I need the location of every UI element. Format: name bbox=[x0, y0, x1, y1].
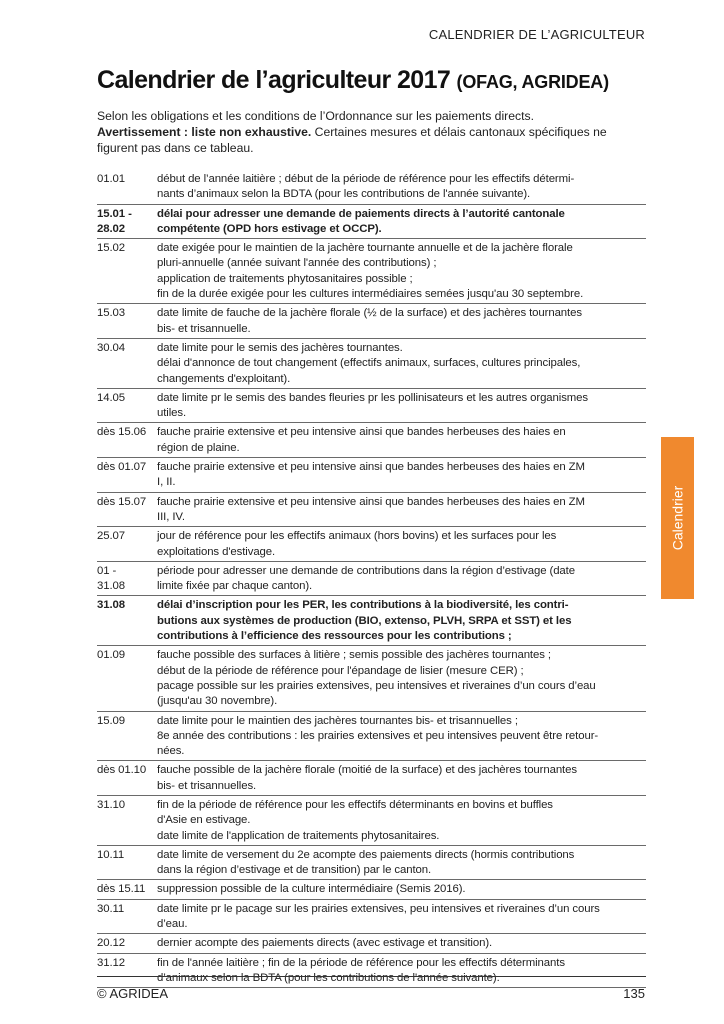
calendar-row bbox=[97, 899, 646, 934]
calendar-date: 20.12 bbox=[97, 934, 157, 953]
calendar-description: jour de référence pour les effectifs animaux (hors bovins) et les surfaces pour les exploitations d'estivage. bbox=[157, 527, 646, 562]
calendar-row bbox=[97, 458, 646, 493]
warning-text: Certaines mesures et délais cantonaux spécifiques ne figurent pas dans ce tableau. bbox=[97, 125, 607, 155]
page-title-main: Calendrier de l’agriculteur 2017 bbox=[97, 66, 451, 94]
calendar-date: dès 15.11 bbox=[97, 880, 157, 899]
calendar-date: 25.07 bbox=[97, 527, 157, 562]
calendar-date: 15.02 bbox=[97, 239, 157, 304]
calendar-description: fauche possible des surfaces à litière ; semis possible des jachères tournantes ; début de la période de référence pour l'épandage de lisier (mesure CER) ; pacage possible sur les prairies extensives, peu intensives et riveraines d’un cours d’eau (jusqu'au 30 novembre). bbox=[157, 646, 646, 711]
calendar-row bbox=[97, 845, 646, 880]
calendar-row bbox=[97, 239, 646, 304]
calendar-date: 14.05 bbox=[97, 388, 157, 423]
page-title bbox=[97, 66, 609, 95]
calendar-date: 15.03 bbox=[97, 304, 157, 339]
calendar-date: 30.11 bbox=[97, 899, 157, 934]
calendar-row bbox=[97, 953, 646, 988]
calendar-description: date exigée pour le maintien de la jachère tournante annuelle et de la jachère florale pluri-annuelle (année suivant l'année des contributions) ; application de traitements phytosanitaires possible ; fin de la durée exigée pour les cultures intermédiaires semées jusqu'au 30 septembre. bbox=[157, 239, 646, 304]
page-number: 135 bbox=[623, 986, 645, 1001]
calendar-row bbox=[97, 711, 646, 761]
calendar-description: date limite pour le maintien des jachères tournantes bis- et trisannuelles ; 8e année des contributions : les prairies extensives et peu intensives peuvent être retour- nées. bbox=[157, 711, 646, 761]
calendar-row bbox=[97, 338, 646, 388]
calendar-date: 15.09 bbox=[97, 711, 157, 761]
page-subtitle: (OFAG, AGRIDEA) bbox=[456, 72, 609, 92]
calendar-date: dès 15.06 bbox=[97, 423, 157, 458]
intro-warning bbox=[97, 124, 649, 156]
intro-text bbox=[97, 108, 649, 156]
calendar-description: suppression possible de la culture intermédiaire (Semis 2016). bbox=[157, 880, 646, 899]
calendar-description: fauche prairie extensive et peu intensive ainsi que bandes herbeuses des haies en région de plaine. bbox=[157, 423, 646, 458]
running-header: CALENDRIER DE L’AGRICULTEUR bbox=[428, 27, 645, 42]
calendar-row bbox=[97, 646, 646, 711]
intro-line: Selon les obligations et les conditions de l’Ordonnance sur les paiements directs. bbox=[97, 109, 534, 123]
calendar-date: 10.11 bbox=[97, 845, 157, 880]
calendar-date: 01.09 bbox=[97, 646, 157, 711]
calendar-description: date limite de fauche de la jachère florale (½ de la surface) et des jachères tournantes bis- et trisannuelle. bbox=[157, 304, 646, 339]
calendar-date: 15.01 - 28.02 bbox=[97, 204, 157, 239]
calendar-date: 01 - 31.08 bbox=[97, 561, 157, 596]
calendar-date: 31.12 bbox=[97, 953, 157, 988]
calendar-description: délai pour adresser une demande de paiements directs à l’autorité cantonale compétente (OPD hors estivage et OCCP). bbox=[157, 204, 646, 239]
calendar-row bbox=[97, 304, 646, 339]
calendar-date: dès 01.10 bbox=[97, 761, 157, 796]
calendar-description: date limite pr le pacage sur les prairies extensives, peu intensives et riveraines d’un cours d’eau. bbox=[157, 899, 646, 934]
calendar-description: période pour adresser une demande de contributions dans la région d’estivage (date limite fixée par chaque canton). bbox=[157, 561, 646, 596]
side-tab-label: Calendrier bbox=[669, 485, 686, 551]
footer-divider bbox=[97, 976, 646, 977]
calendar-description: dernier acompte des paiements directs (avec estivage et transition). bbox=[157, 934, 646, 953]
calendar-date: 31.10 bbox=[97, 795, 157, 845]
calendar-description: délai d’inscription pour les PER, les contributions à la biodiversité, les contri- butions aux systèmes de production (BIO, extenso, PLVH, SRPA et SST) et les contributions à l’efficience des ressources pour les contributions ; bbox=[157, 596, 646, 646]
calendar-row bbox=[97, 170, 646, 204]
calendar-row bbox=[97, 934, 646, 953]
calendar-description: date limite pr le semis des bandes fleuries pr les pollinisateurs et les autres organismes utiles. bbox=[157, 388, 646, 423]
warning-label: Avertissement : liste non exhaustive. bbox=[97, 125, 312, 139]
footer-copyright: © AGRIDEA bbox=[97, 986, 168, 1001]
calendar-date: 01.01 bbox=[97, 170, 157, 204]
calendar-description: fauche prairie extensive et peu intensive ainsi que bandes herbeuses des haies en ZM I, II. bbox=[157, 458, 646, 493]
calendar-date: 30.04 bbox=[97, 338, 157, 388]
calendar-description: date limite pour le semis des jachères tournantes. délai d'annonce de tout changement (effectifs animaux, surfaces, cultures principales, changements d'exploitant). bbox=[157, 338, 646, 388]
calendar-row bbox=[97, 795, 646, 845]
side-tab-calendrier[interactable] bbox=[661, 437, 694, 599]
calendar-row bbox=[97, 596, 646, 646]
calendar-row bbox=[97, 761, 646, 796]
calendar-row bbox=[97, 388, 646, 423]
calendar-description: date limite de versement du 2e acompte des paiements directs (hormis contributions dans la région d’estivage et de transition) par le canton. bbox=[157, 845, 646, 880]
calendar-description: fauche possible de la jachère florale (moitié de la surface) et des jachères tournantes bis- et trisannuelles. bbox=[157, 761, 646, 796]
calendar-description: fin de la période de référence pour les effectifs déterminants en bovins et buffles d'Asie en estivage. date limite de l'application de traitements phytosanitaires. bbox=[157, 795, 646, 845]
calendar-date: dès 15.07 bbox=[97, 492, 157, 527]
calendar-table bbox=[97, 170, 646, 988]
calendar-description: début de l’année laitière ; début de la période de référence pour les effectifs détermi- nants d’animaux selon la BDTA (pour les contributions de l'année suivante). bbox=[157, 170, 646, 204]
calendar-row bbox=[97, 492, 646, 527]
calendar-row bbox=[97, 423, 646, 458]
calendar-row bbox=[97, 561, 646, 596]
calendar-row bbox=[97, 204, 646, 239]
calendar-description: fauche prairie extensive et peu intensive ainsi que bandes herbeuses des haies en ZM III, IV. bbox=[157, 492, 646, 527]
calendar-date: dès 01.07 bbox=[97, 458, 157, 493]
calendar-description: fin de l'année laitière ; fin de la période de référence pour les effectifs déterminants d’animaux selon la BDTA (pour les contributions de l'année suivante). bbox=[157, 953, 646, 988]
calendar-row bbox=[97, 880, 646, 899]
calendar-date: 31.08 bbox=[97, 596, 157, 646]
calendar-row bbox=[97, 527, 646, 562]
